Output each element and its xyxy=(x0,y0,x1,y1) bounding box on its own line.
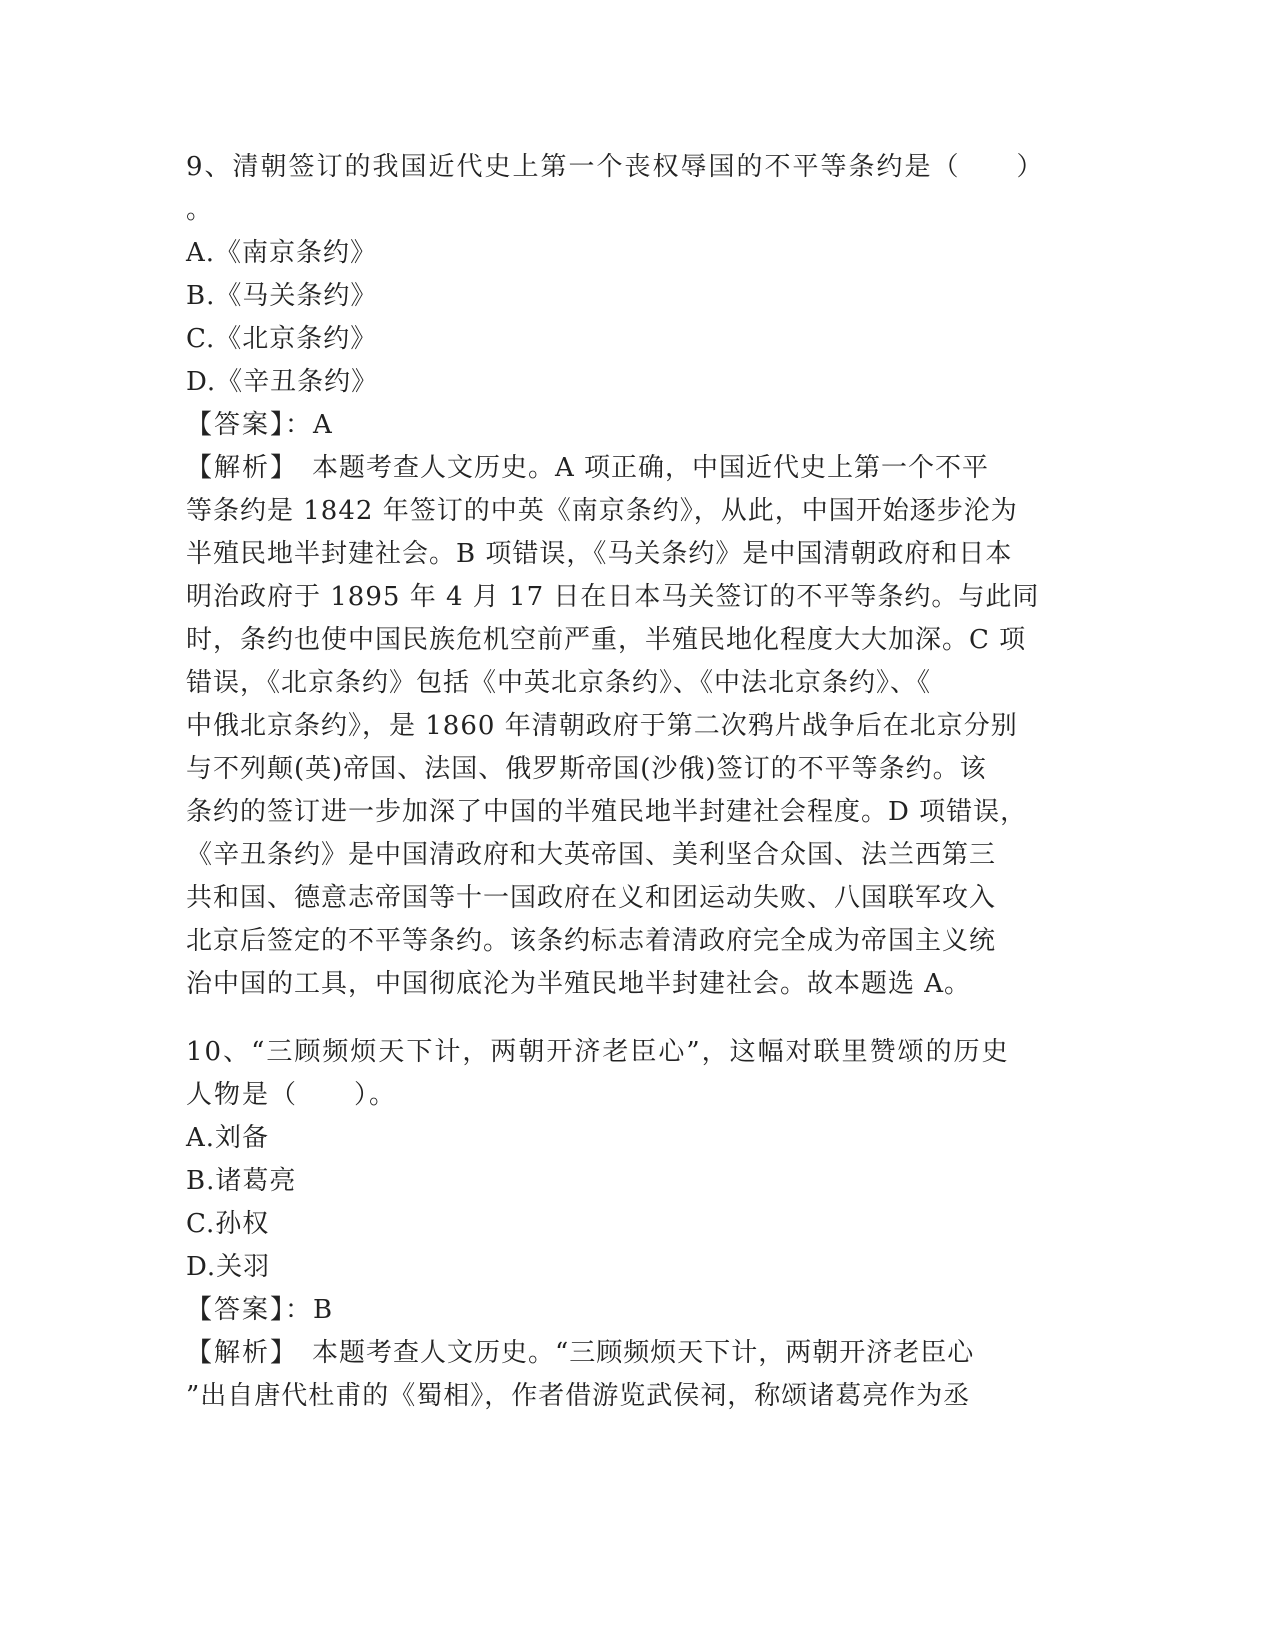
option-a: A.《南京条约》 xyxy=(186,238,378,268)
question-stem-line: 人物是（ ）。 xyxy=(186,1080,398,1110)
analysis-label: 【解析】 xyxy=(186,453,286,483)
answer-label: 【答案】： xyxy=(186,410,314,440)
question-stem-line: 10、“三顾频烦天下计，两朝开济老臣心”，这幅对联里赞颂的历史 xyxy=(186,1037,1010,1067)
option-a: A.刘备 xyxy=(186,1123,270,1153)
analysis-line: 条约的签订进一步加深了中国的半殖民地半封建社会程度。D 项错误， xyxy=(186,797,1028,827)
answer-value: A xyxy=(313,410,333,440)
option-d: D.《辛丑条约》 xyxy=(186,367,379,397)
question-stem-line: 。 xyxy=(186,195,215,225)
analysis-line xyxy=(186,447,1076,490)
option-d: D.关羽 xyxy=(186,1252,271,1282)
option-b: B.《马关条约》 xyxy=(186,281,378,311)
question-stem-line: 9、清朝签订的我国近代史上第一个丧权辱国的不平等条约是（ ） xyxy=(186,152,1045,182)
analysis-line: 中俄北京条约》，是 1860 年清朝政府于第二次鸦片战争后在北京分别 xyxy=(186,711,1018,741)
option-b: B.诸葛亮 xyxy=(186,1166,297,1196)
analysis-text: 本题考查人文历史。A 项正确，中国近代史上第一个不平 xyxy=(285,453,990,483)
option-c: C.《北京条约》 xyxy=(186,324,378,354)
analysis-line: 治中国的工具，中国彻底沦为半殖民地半封建社会。故本题选 A。 xyxy=(186,969,972,999)
analysis-line: 明治政府于 1895 年 4 月 17 日在日本马关签订的不平等条约。与此同 xyxy=(186,582,1040,612)
analysis-line: 等条约是 1842 年签订的中英《南京条约》，从此，中国开始逐步沦为 xyxy=(186,496,1018,526)
answer-label: 【答案】： xyxy=(186,1295,314,1325)
analysis-line: ”出自唐代杜甫的《蜀相》，作者借游览武侯祠，称颂诸葛亮作为丞 xyxy=(186,1381,971,1411)
analysis-line: 时，条约也使中国民族危机空前严重，半殖民地化程度大大加深。C 项 xyxy=(186,625,1027,655)
answer-line xyxy=(186,404,1076,447)
analysis-line: 半殖民地半封建社会。B 项错误，《马关条约》是中国清朝政府和日本 xyxy=(186,539,1013,569)
analysis-line: 错误，《北京条约》包括《中英北京条约》、《中法北京条约》、《 xyxy=(186,668,932,698)
analysis-line: 北京后签定的不平等条约。该条约标志着清政府完全成为帝国主义统 xyxy=(186,926,997,956)
analysis-text: 本题考查人文历史。“三顾频烦天下计，两朝开济老臣心 xyxy=(285,1338,975,1368)
analysis-line: 《辛丑条约》是中国清政府和大英帝国、美利坚合众国、法兰西第三 xyxy=(186,840,997,870)
analysis-label: 【解析】 xyxy=(186,1338,286,1368)
answer-line xyxy=(186,1289,1076,1332)
analysis-line: 与不列颠(英)帝国、法国、俄罗斯帝国(沙俄)签订的不平等条约。该 xyxy=(186,754,987,784)
answer-value: B xyxy=(313,1295,334,1325)
option-c: C.孙权 xyxy=(186,1209,270,1239)
analysis-line xyxy=(186,1332,1076,1375)
analysis-line: 共和国、德意志帝国等十一国政府在义和团运动失败、八国联军攻入 xyxy=(186,883,997,913)
question-9 xyxy=(186,146,1076,1006)
question-10 xyxy=(186,1031,1076,1418)
